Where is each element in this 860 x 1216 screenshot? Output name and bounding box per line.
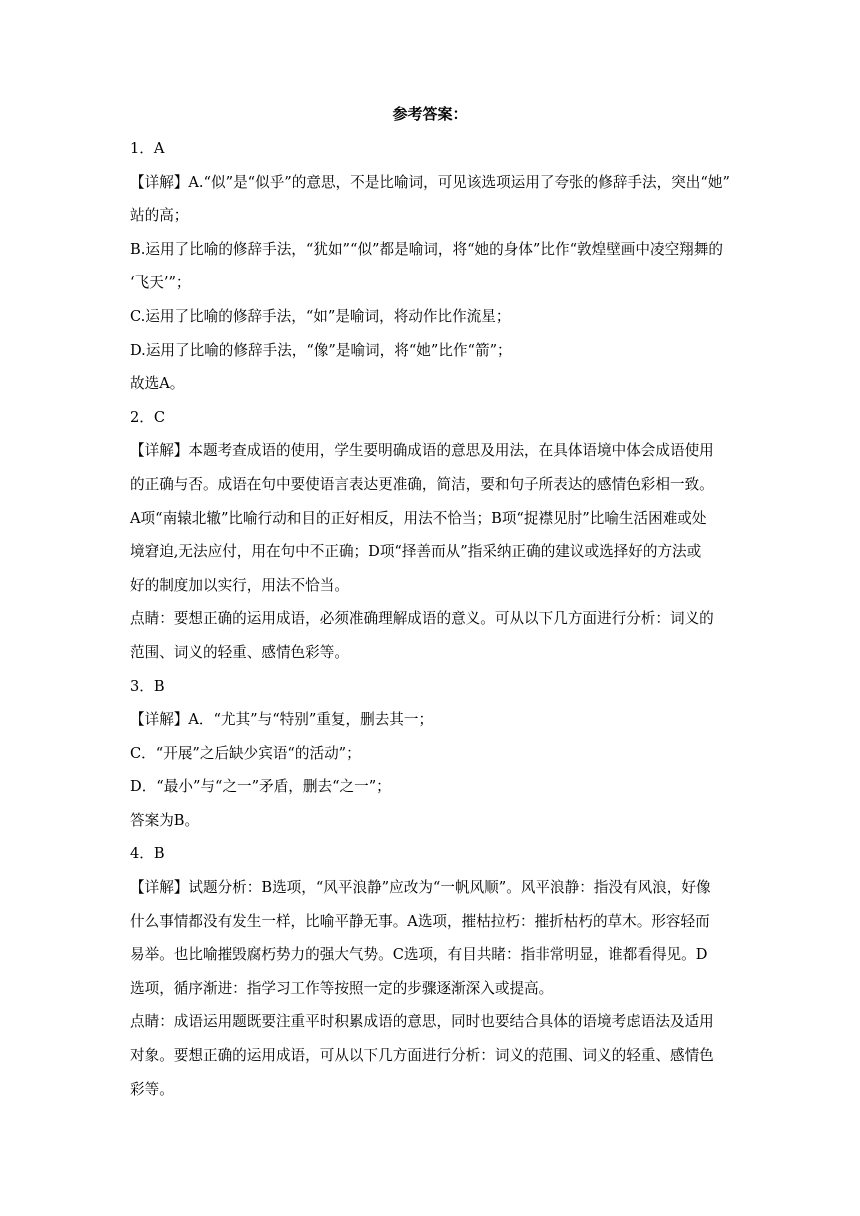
text-line: 易举。也比喻摧毁腐朽势力的强大气势。C选项，有目共睹：指非常明显，谁都看得见。D	[130, 946, 708, 964]
text-line: D．“最小”与“之一”矛盾，删去“之一”；	[130, 778, 391, 796]
text-line: 【详解】A．“尤其”与“特别”重复，删去其一；	[130, 711, 434, 729]
text-line: 点睛：要想正确的运用成语，必须准确理解成语的意义。可从以下几方面进行分析：词义的	[130, 610, 714, 628]
text-line: D.运用了比喻的修辞手法，“像”是喻词，将“她”比作“箭”；	[130, 341, 512, 359]
page-title: 参考答案：	[392, 105, 468, 123]
answer-content	[130, 132, 730, 1106]
text-line: ‘飞天’”；	[130, 274, 191, 292]
text-line: 【详解】试题分析：B选项，“风平浪静”应改为“一帆风顺”。风平浪静：指没有风浪，好像	[130, 879, 711, 897]
text-line: 站的高；	[130, 207, 189, 225]
text-line: 境窘迫,无法应付，用在句中不正确；D项“择善而从”指采纳正确的建议或选择好的方法或	[130, 543, 702, 561]
text-line: C.运用了比喻的修辞手法，“如”是喻词，将动作比作流星；	[130, 307, 511, 325]
text-line: 的正确与否。成语在句中要使语言表达更准确，简洁，要和句子所表达的感情色彩相一致。	[130, 475, 714, 493]
text-line: 对象。要想正确的运用成语，可从以下几方面进行分析：词义的范围、词义的轻重、感情色	[130, 1047, 714, 1065]
text-line: 答案为B。	[130, 811, 200, 829]
text-line: 点睛：成语运用题既要注重平时积累成语的意思，同时也要结合具体的语境考虑语法及适用	[130, 1013, 714, 1031]
text-line: 3．B	[130, 677, 165, 695]
text-line: 故选A。	[130, 375, 185, 393]
text-line: 1．A	[130, 140, 165, 157]
text-line: 范围、词义的轻重、感情色彩等。	[130, 643, 349, 661]
text-line: 好的制度加以实行，用法不恰当。	[130, 576, 349, 594]
text-line: 4．B	[130, 845, 165, 863]
text-line: 选项，循序渐进：指学习工作等按照一定的步骤逐渐深入或提高。	[130, 979, 554, 997]
text-line: 什么事情都没有发生一样，比喻平静无事。A选项，摧枯拉朽：摧折枯朽的草木。形容轻而	[130, 912, 710, 930]
text-line: 【详解】本题考查成语的使用，学生要明确成语的意思及用法，在具体语境中体会成语使用	[130, 442, 714, 460]
text-line: 2．C	[130, 408, 166, 426]
text-line: A项“南辕北辙”比喻行动和目的正好相反，用法不恰当；B项“捉襟见肘”比喻生活困难或处	[130, 509, 707, 527]
text-line: 【详解】A.“似”是“似乎”的意思，不是比喻词，可见该选项运用了夸张的修辞手法，突出“她”	[130, 173, 730, 191]
text-line: B.运用了比喻的修辞手法，“犹如”“似”都是喻词，将“她的身体”比作“敦煌壁画中凌空翔舞的	[130, 240, 723, 258]
text-line: C．“开展”之后缺少宾语“的活动”；	[130, 744, 361, 762]
text-line: 彩等。	[130, 1080, 174, 1098]
